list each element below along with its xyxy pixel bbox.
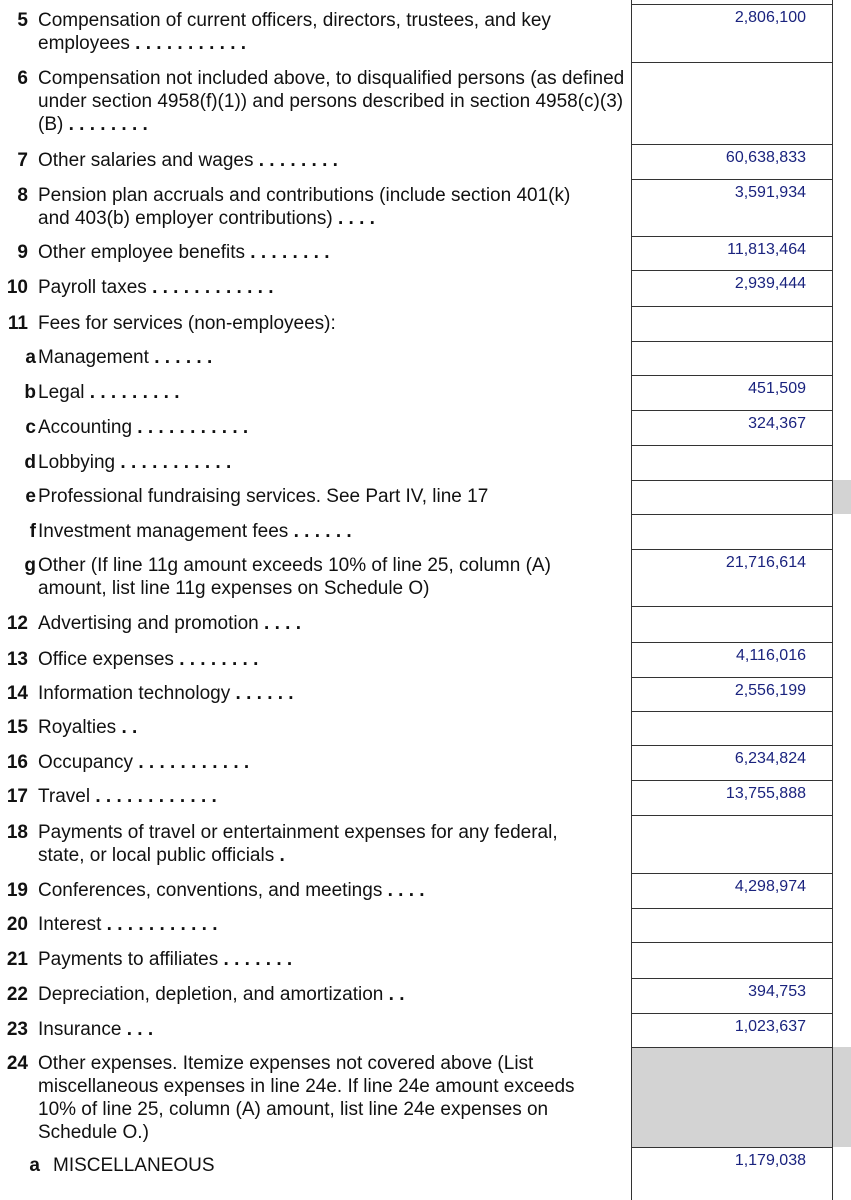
amount-value: 451,509 <box>748 380 806 397</box>
amount-cell-line-7 <box>632 144 832 179</box>
shaded-cell-11e-side <box>833 480 851 514</box>
amount-cell-line-18 <box>632 815 832 873</box>
amount-cell-line-11b <box>632 375 832 410</box>
amount-value: 11,813,464 <box>727 241 806 258</box>
line-description: Management . . . . . . <box>38 347 213 368</box>
amount-cell-line-11c <box>632 410 832 445</box>
line-number: 6 <box>17 68 28 89</box>
amount-cell-line-17 <box>632 780 832 815</box>
line-description: Compensation of current officers, directors, trustees, and key employees . . . . . . . . . . . <box>38 10 551 54</box>
line-number: 20 <box>6 914 28 935</box>
amount-value: 2,806,100 <box>734 9 806 26</box>
line-number: 5 <box>17 10 28 31</box>
shaded-cell-line-24 <box>632 1047 832 1147</box>
amount-cell-line-14 <box>632 677 832 711</box>
amount-value: 324,367 <box>748 415 806 432</box>
amount-cell-line-19 <box>632 873 832 908</box>
amount-cell-line-22 <box>632 978 832 1013</box>
line-description: Other expenses. Itemize expenses not covered above (List miscellaneous expenses in line 24e. If line 24e amount exceeds 10% of line 25, column (A) amount, list line 24e expenses on Schedule O.) <box>38 1053 575 1143</box>
line-description: Accounting . . . . . . . . . . . <box>38 417 249 438</box>
line-number: 10 <box>6 277 28 298</box>
amount-cell-line-23 <box>632 1013 832 1047</box>
line-number: 9 <box>17 242 28 263</box>
line-description: Lobbying . . . . . . . . . . . <box>38 452 232 473</box>
line-letter: a <box>29 1155 40 1176</box>
line-number: 16 <box>6 752 28 773</box>
line-number: 13 <box>6 649 28 670</box>
line-number: 19 <box>6 880 28 901</box>
line-description: Compensation not included above, to disqualified persons (as defined under section 4958(f)(1)) and persons described in section 4958(c)(3)(B) . . . . . . . . <box>38 68 625 135</box>
line-number: 17 <box>6 786 28 807</box>
line-letter: e <box>25 486 36 507</box>
line-number: 15 <box>6 717 28 738</box>
amount-cell-line-10 <box>632 270 832 306</box>
line-letter: f <box>29 521 36 542</box>
amount-value: 3,591,934 <box>734 184 806 201</box>
amount-value: 2,939,444 <box>734 275 806 292</box>
line-description: Payments of travel or entertainment expenses for any federal, state, or local public officials . <box>38 822 558 866</box>
amount-cell-line-11d <box>632 445 832 480</box>
line-description: Payments to affiliates . . . . . . . <box>38 949 293 970</box>
amount-cell-line-15 <box>632 711 832 745</box>
line-letter: d <box>24 452 36 473</box>
amount-value: 394,753 <box>748 983 806 1000</box>
line-description: Advertising and promotion . . . . <box>38 613 301 634</box>
line-description: Travel . . . . . . . . . . . . <box>38 786 217 807</box>
line-description: Royalties . . <box>38 717 138 738</box>
line-letter: b <box>24 382 36 403</box>
amount-value: 1,179,038 <box>734 1152 806 1169</box>
line-number: 22 <box>6 984 28 1005</box>
amount-cell-line-20 <box>632 908 832 942</box>
amount-cell-line-24a <box>632 1147 832 1200</box>
amount-value: 6,234,824 <box>734 750 806 767</box>
amount-cell-line-11a <box>632 341 832 375</box>
amount-value: 4,298,974 <box>734 878 806 895</box>
amount-cell-line-11g <box>632 549 832 606</box>
line-number: 24 <box>6 1053 28 1074</box>
amount-column-right-border <box>832 0 833 1200</box>
line-letter: g <box>24 555 36 576</box>
line-number: 14 <box>6 683 28 704</box>
line-description: Interest . . . . . . . . . . . <box>38 914 218 935</box>
line-description: Conferences, conventions, and meetings . . . . <box>38 880 425 901</box>
amount-value: 21,716,614 <box>725 554 806 571</box>
amount-value: 13,755,888 <box>725 785 806 802</box>
amount-value: 2,556,199 <box>734 682 806 699</box>
line-number: 23 <box>6 1019 28 1040</box>
amount-cell-line-11 <box>632 306 832 341</box>
line-description: Occupancy . . . . . . . . . . . <box>38 752 250 773</box>
amount-cell-line-12 <box>632 606 832 642</box>
line-description: Insurance . . . <box>38 1019 154 1040</box>
line-number: 7 <box>17 150 28 171</box>
line-description: Other (If line 11g amount exceeds 10% of line 25, column (A) amount, list line 11g expenses on Schedule O) <box>38 555 551 599</box>
amount-cell-line-8 <box>632 179 832 236</box>
amount-cell-line-5 <box>632 4 832 62</box>
shaded-cell-24-side <box>833 1047 851 1147</box>
line-number: 8 <box>17 185 28 206</box>
amount-value: 60,638,833 <box>725 149 806 166</box>
line-description: Information technology . . . . . . <box>38 683 294 704</box>
amount-cell-line-13 <box>632 642 832 677</box>
line-description: Other employee benefits . . . . . . . . <box>38 242 330 263</box>
line-description: Payroll taxes . . . . . . . . . . . . <box>38 277 274 298</box>
line-description: Professional fundraising services. See Part IV, line 17 <box>38 486 489 507</box>
amount-cell-line-6 <box>632 62 832 144</box>
line-description: Investment management fees . . . . . . <box>38 521 352 542</box>
amount-value: 4,116,016 <box>736 647 806 664</box>
line-description: Office expenses . . . . . . . . <box>38 649 259 670</box>
line-description: Legal . . . . . . . . . <box>38 382 180 403</box>
line-description: Fees for services (non-employees): <box>38 313 336 334</box>
amount-cell-line-11f <box>632 514 832 549</box>
amount-value: 1,023,637 <box>734 1018 806 1035</box>
line-number: 11 <box>7 313 28 334</box>
line-number: 18 <box>6 822 28 843</box>
amount-cell-line-11e <box>632 480 832 514</box>
amount-cell-line-9 <box>632 236 832 270</box>
line-letter: a <box>25 347 36 368</box>
line-number: 12 <box>6 613 28 634</box>
line-description: Other salaries and wages . . . . . . . . <box>38 150 338 171</box>
amount-cell-line-16 <box>632 745 832 780</box>
line-description: Depreciation, depletion, and amortization . . <box>38 984 405 1005</box>
line-description: Pension plan accruals and contributions (include section 401(k) and 403(b) employer contributions) . . . . <box>38 185 571 229</box>
line-number: 21 <box>6 949 28 970</box>
amount-cell-line-21 <box>632 942 832 978</box>
line-letter: c <box>25 417 36 438</box>
line-description: MISCELLANEOUS <box>53 1155 215 1176</box>
